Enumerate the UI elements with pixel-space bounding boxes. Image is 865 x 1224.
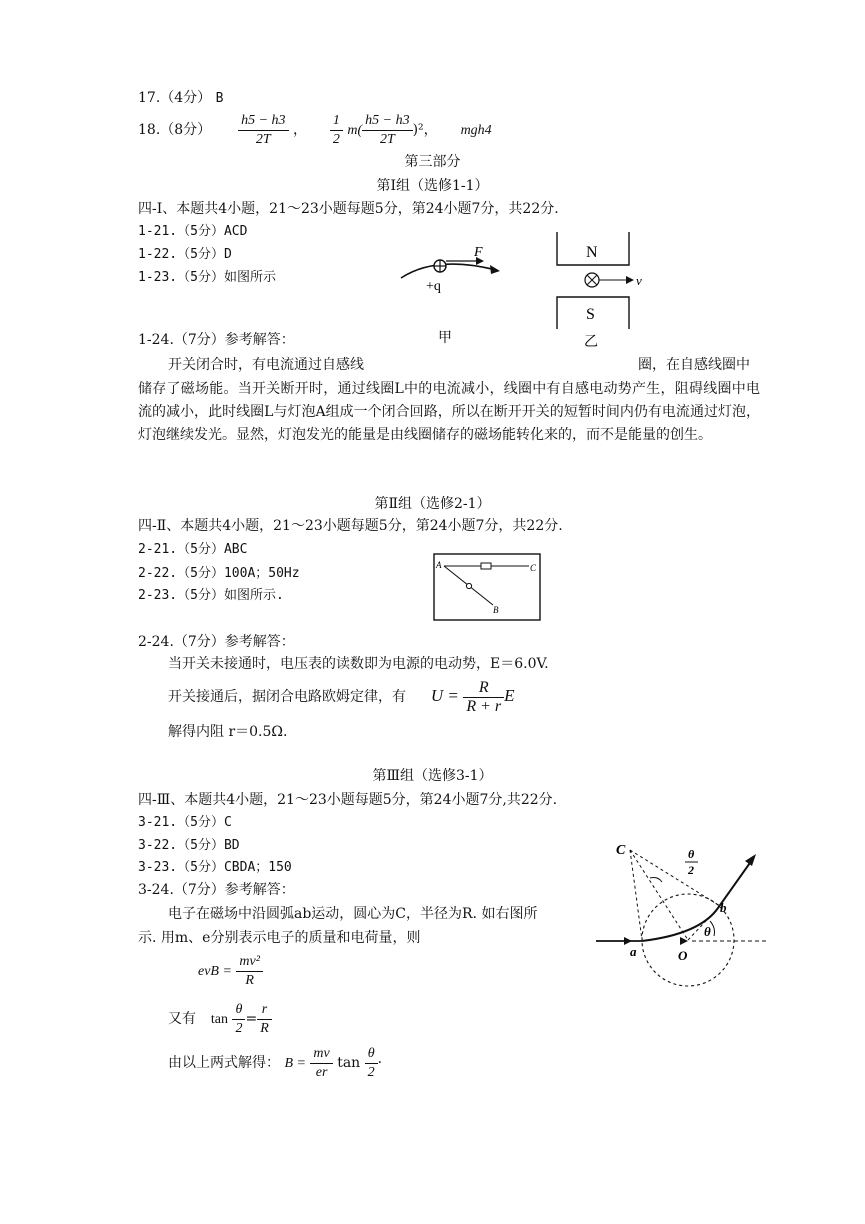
g3-eq2-frac2: [257, 1001, 272, 1038]
g3-eq2-den1: 2: [235, 1020, 243, 1036]
g3-q21: 3-21.（5分）C: [138, 815, 232, 830]
g3-result-end: ·: [377, 1055, 383, 1071]
q18-f2-num: h5 − h3: [362, 112, 412, 131]
caption-jia: 甲: [438, 331, 452, 345]
point-c: C: [530, 563, 537, 573]
g3-eq2-den2: R: [260, 1020, 269, 1036]
g3-result-den2: 2: [367, 1064, 375, 1080]
label-a: a: [630, 944, 637, 959]
g3-result-lhs: B =: [284, 1056, 306, 1071]
g3-result-num: mv: [310, 1045, 332, 1064]
g3-result-prefix: 由以上两式解得：: [168, 1055, 280, 1071]
q18-m: m(: [347, 123, 363, 138]
south-pole-label: S: [586, 306, 595, 323]
g3-eq2-num2: r: [257, 1001, 272, 1020]
g3-result-tan: tan: [337, 1055, 361, 1071]
group1-title: 第Ⅰ组（选修1-1）: [376, 178, 489, 194]
g1-answer-body: 储存了磁场能。当开关断开时，通过线圈L中的电流减小，线圈中有自感电动势产生，阻碍线圈中电流的减小，此时线圈L与灯泡A组成一个闭合回路，所以在断开开关的短暂时间内仍有电流通过灯泡，灯泡继续发光。显然，灯泡发光的能量是由线圈储存的磁场能转化来的，而不是能量的创生。: [138, 381, 760, 443]
north-pole-label: N: [586, 244, 598, 261]
caption-yi: 乙: [584, 335, 598, 349]
g3-result-den: er: [315, 1064, 328, 1080]
q17-answer: B: [215, 91, 224, 106]
g3-result-frac1: [310, 1045, 332, 1082]
force-label: F: [474, 245, 483, 260]
g2-line2: 开关接通后，据闭合电路欧姆定律，有: [168, 689, 406, 705]
q18-fraction-1: [238, 112, 288, 149]
point-a: A: [436, 560, 442, 570]
label-b: b: [720, 900, 727, 915]
q18-post: )²，: [412, 122, 438, 138]
g1-q24: 1-24.（7分）参考解答：: [138, 332, 295, 348]
g2-q24: 2-24.（7分）参考解答：: [138, 634, 295, 650]
g3-eq2-tan: tan: [210, 1012, 229, 1027]
g2-q21: 2-21.（5分）ABC: [138, 542, 248, 557]
figure-jia: [396, 240, 506, 345]
g3-also: 又有: [168, 1011, 196, 1027]
group3-title: 第Ⅲ组（选修3-1）: [372, 768, 493, 784]
q17-label: 17.（4分）: [138, 90, 212, 106]
g3-answer-line1: 电子在磁场中沿圆弧ab运动，圆心为C，半径为R. 如右图所: [168, 906, 538, 922]
g3-q23: 3-23.（5分）CBDA；150: [138, 860, 292, 875]
g2-eq-e: E: [504, 686, 515, 705]
g2-q22: 2-22.（5分）100A；50Hz: [138, 566, 300, 581]
g3-eq1: [198, 950, 263, 992]
g3-eq2: [168, 998, 272, 1040]
velocity-label: v: [636, 273, 642, 288]
g2-eq-den: R + r: [466, 697, 502, 715]
figure-electron-arc: [592, 836, 770, 992]
g3-eq1-den: R: [245, 972, 254, 988]
q18-sep: ，: [292, 122, 307, 138]
g1-answer-line1b: 圈，在自感线圈中: [638, 357, 750, 373]
g3-eq2-equals: =: [245, 1011, 258, 1027]
q18-mgh: mgh4: [460, 123, 492, 138]
group2-intro: 四-Ⅱ、本题共4小题，21～23小题每题5分，第24小题7分，共22分.: [138, 518, 563, 534]
group3-intro: 四-Ⅲ、本题共4小题，21～23小题每题5分，第24小题7分,共22分.: [138, 792, 558, 808]
q18-label: 18.（8分）: [138, 122, 212, 138]
label-c: C: [616, 843, 626, 858]
q18-fraction-half: [330, 112, 343, 149]
label-theta: θ: [704, 924, 711, 939]
g3-result-frac2: [365, 1045, 378, 1082]
g3-eq2-num1: θ: [232, 1001, 245, 1020]
g2-ohm-law: [168, 676, 515, 716]
label-half-theta-den: 2: [688, 863, 694, 877]
g3-answer-line2: 示. 用m、e分别表示电子的质量和电荷量，则: [138, 930, 421, 946]
group2-title: 第Ⅱ组（选修2-1）: [374, 496, 491, 512]
q18-fraction-2: [362, 112, 412, 149]
g2-line1: 当开关未接通时，电压表的读数即为电源的电动势，E＝6.0V.: [168, 656, 549, 672]
g1-q21: 1-21.（5分）ACD: [138, 224, 248, 239]
g2-eq-lhs: U =: [430, 686, 459, 705]
g1-q22: 1-22.（5分）D: [138, 247, 232, 262]
g3-q22: 3-22.（5分）BD: [138, 838, 240, 853]
figure-circuit: [433, 553, 541, 621]
q18-f1-den: 2T: [255, 131, 271, 147]
label-o: O: [678, 948, 688, 963]
q17: [138, 88, 223, 109]
charge-label: +q: [426, 279, 441, 294]
q18: [138, 108, 492, 152]
figure-yi: [552, 227, 652, 349]
g3-eq1-num: mv²: [236, 953, 263, 972]
q18-half-den: 2: [332, 131, 340, 147]
g1-answer-line1a: 开关闭合时，有电流通过自感线: [168, 357, 364, 373]
q18-f1-num: h5 − h3: [238, 112, 288, 131]
g1-q23: 1-23.（5分）如图所示: [138, 270, 276, 285]
g2-eq-fraction: [463, 679, 504, 716]
g2-eq-num: R: [463, 679, 504, 698]
label-half-theta-num: θ: [688, 847, 695, 861]
g2-q23: 2-23.（5分）如图所示.: [138, 588, 284, 603]
group1-intro: 四-Ⅰ、本题共4小题，21～23小题每题5分，第24小题7分，共22分.: [138, 201, 559, 217]
q18-half-num: 1: [330, 112, 343, 131]
g3-result-num2: θ: [365, 1045, 378, 1064]
g2-line3: 解得内阻 r＝0.5Ω.: [168, 724, 288, 740]
part3-title: 第三部分: [404, 154, 461, 170]
q18-f2-den: 2T: [379, 131, 395, 147]
g3-eq1-lhs: evB =: [198, 964, 232, 979]
g3-q24: 3-24.（7分）参考解答：: [138, 882, 295, 898]
g3-eq1-fraction: [236, 953, 263, 990]
g3-result: [168, 1042, 382, 1084]
g3-eq2-frac1: [232, 1001, 245, 1038]
point-b: B: [493, 605, 499, 615]
